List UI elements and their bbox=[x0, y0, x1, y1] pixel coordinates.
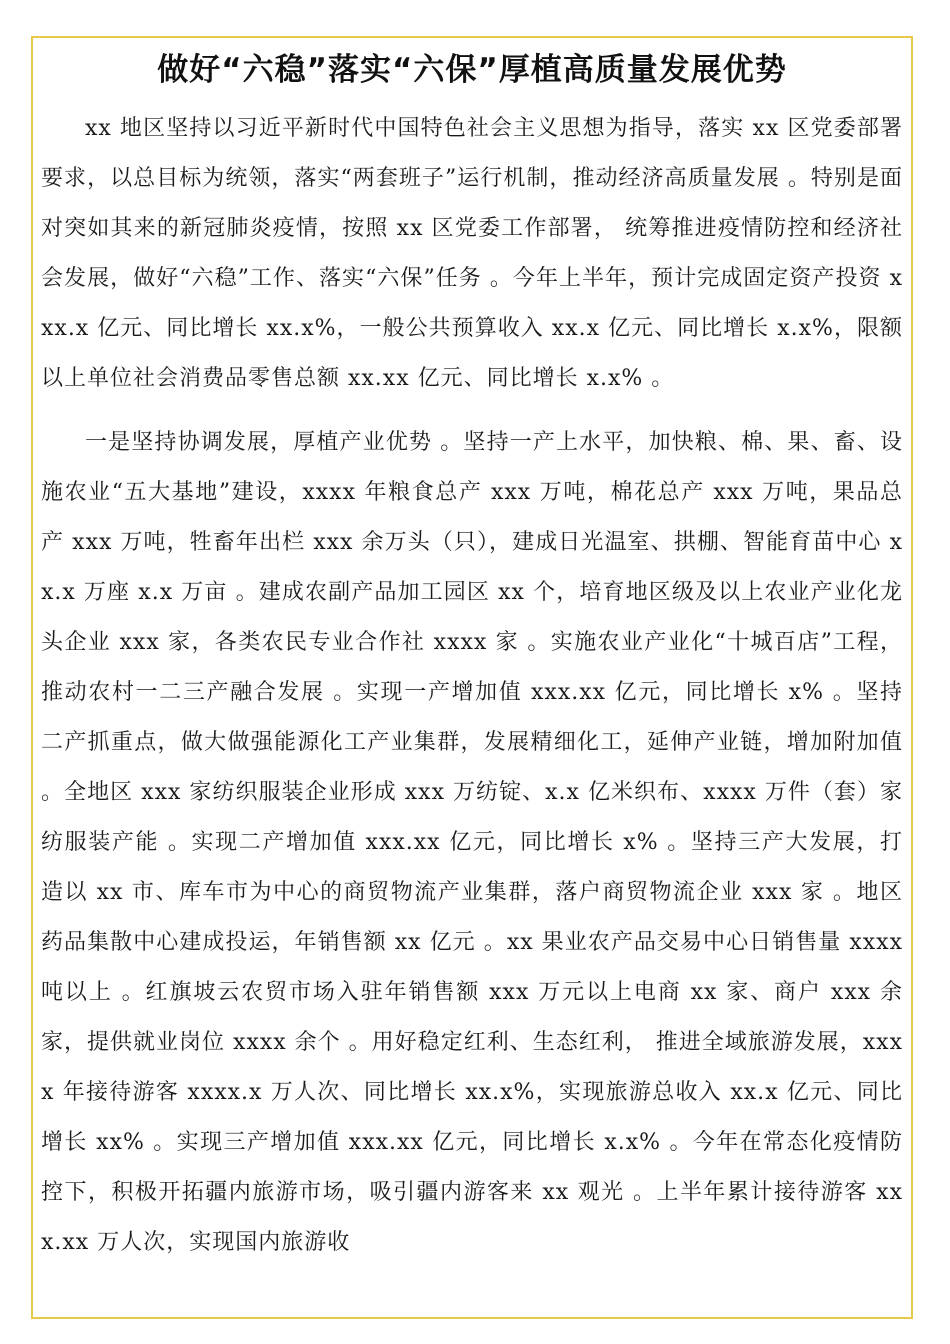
document-title: 做好“六稳”落实“六保”厚植高质量发展优势 bbox=[157, 52, 787, 88]
paragraph-industry: 一是坚持协调发展，厚植产业优势 。坚持一产上水平，加快粮、棉、果、畜、设施农业“五大基地”建设，xxxx 年粮食总产 xxx 万吨，棉花总产 xxx 万吨，果品总产 xxx 万吨，牲畜年出栏 xxx 余万头（只），建成日光温室、拱棚、智能育苗中心 xx.x 万座 x.x 万亩 。建成农副产品加工园区 xx 个，培育地区级及以上农业产业化龙头企业 xxx 家，各类农民专业合作社 xxxx 家 。实施农业产业化“十城百店”工程，推动农村一二三产融合发展 。实现一产增加值 xxx.xx 亿元，同比增长 x% 。坚持二产抓重点，做大做强能源化工产业集群，发展精细化工，延伸产业链，增加附加值 。全地区 xxx 家纺织服装企业形成 xxx 万纺锭、x.x 亿米织布、xxxx 万件（套）家纺服装产能 。实现二产增加值 xxx.xx 亿元，同比增长 x% 。坚持三产大发展，打造以 xx 市、库车市为中心的商贸物流产业集群，落户商贸物流企业 xxx 家 。地区药品集散中心建成投运，年销售额 xx 亿元 。xx 果业农产品交易中心日销售量 xxxx 吨以上 。红旗坡云农贸市场入驻年销售额 xxx 万元以上电商 xx 家、商户 xxx 余家，提供就业岗位 xxxx 余个 。用好稳定红利、生态红利， 推进全域旅游发展，xxxx 年接待游客 xxxx.x 万人次、同比增长 xx.x%，实现旅游总收入 xx.x 亿元、同比增长 xx% 。实现三产增加值 xxx.xx 亿元，同比增长 x.x% 。今年在常态化疫情防控下，积极开拓疆内旅游市场，吸引疆内游客来 xx 观光 。上半年累计接待游客 xxx.xx 万人次，实现国内旅游收 bbox=[41, 430, 903, 1255]
page-frame bbox=[31, 36, 913, 1319]
paragraph-intro: xx 地区坚持以习近平新时代中国特色社会主义思想为指导，落实 xx 区党委部署要求，以总目标为统领，落实“两套班子”运行机制，推动经济高质量发展 。特别是面对突如其来的新冠肺炎疫情，按照 xx 区党委工作部署， 统筹推进疫情防控和经济社会发展，做好“六稳”工作、落实“六保”任务 。今年上半年，预计完成固定资产投资 xxx.x 亿元、同比增长 xx.x%，一般公共预算收入 xx.x 亿元、同比增长 x.x%，限额以上单位社会消费品零售总额 xx.xx 亿元、同比增长 x.x% 。 bbox=[41, 116, 903, 391]
